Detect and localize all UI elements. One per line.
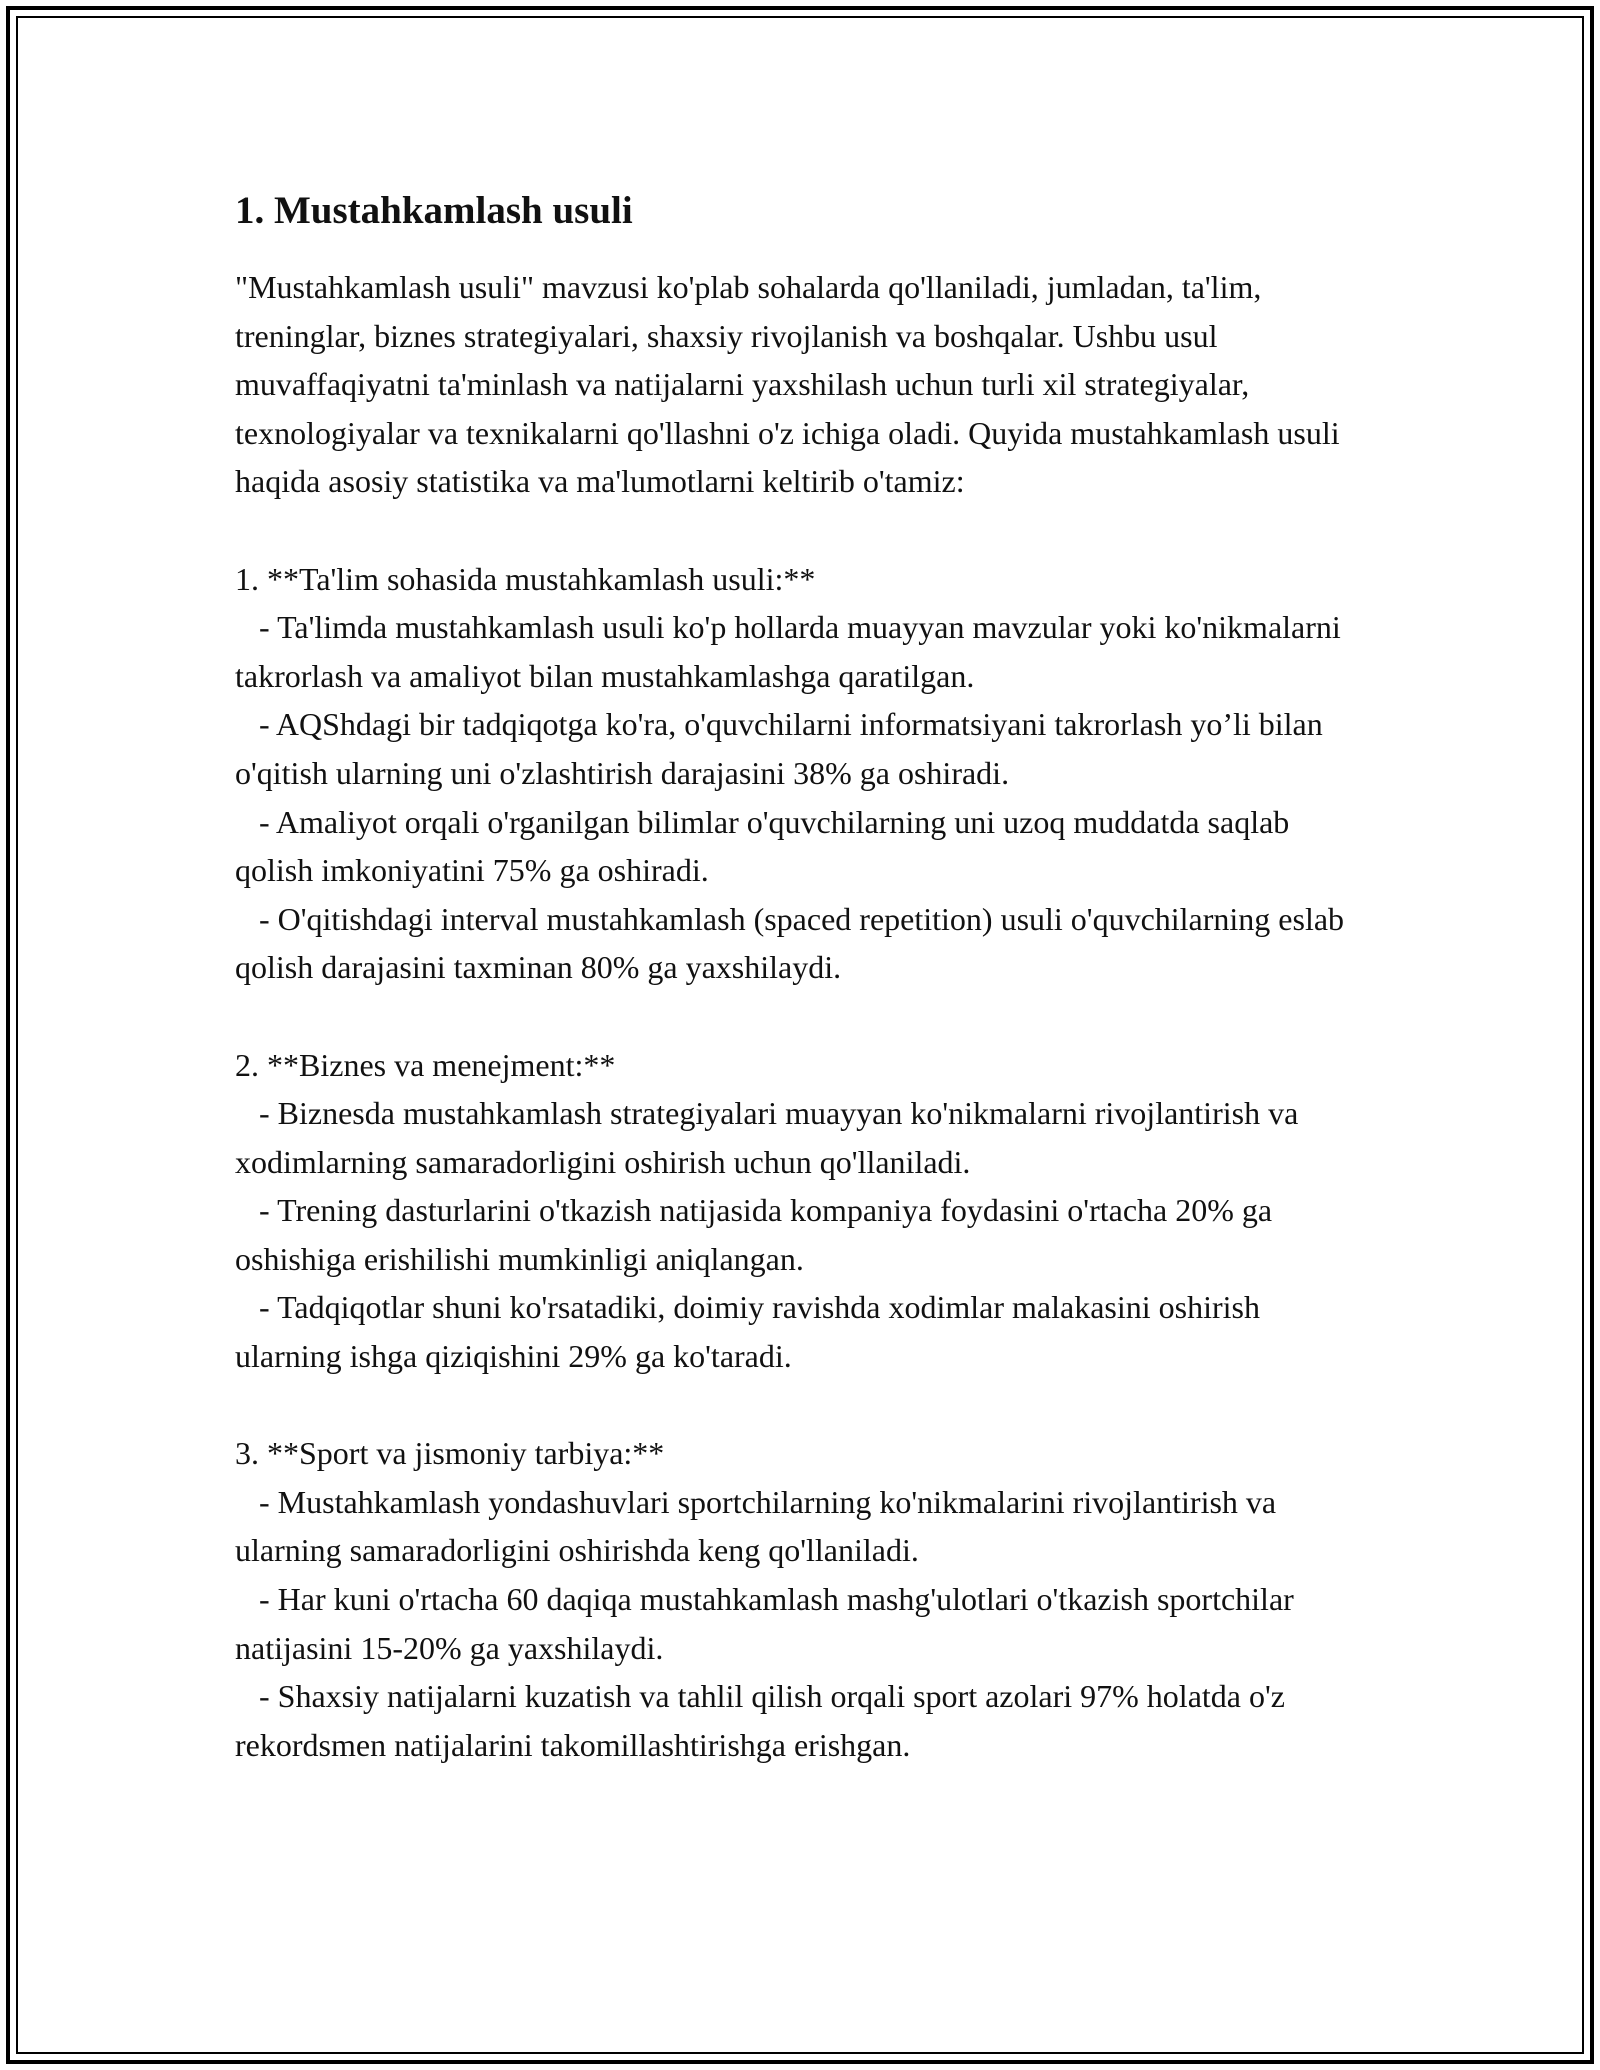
list-item: - Ta'limda mustahkamlash usuli ko'p hollarda muayyan mavzular yoki ko'nikmalarni takrorlash va amaliyot bilan mustahkamlashga qaratilgan. <box>235 609 1349 694</box>
document-body <box>235 185 1365 1769</box>
list-item: - Tadqiqotlar shuni ko'rsatadiki, doimiy ravishda xodimlar malakasini oshirish ularning ishga qiziqishini 29% ga ko'taradi. <box>235 1289 1268 1375</box>
paragraph-gap <box>235 1381 1365 1430</box>
paragraph-gap <box>235 506 1365 555</box>
section-education <box>235 555 1365 992</box>
section-business <box>235 1041 1365 1381</box>
intro-paragraph: "Mustahkamlash usuli" mavzusi ko'plab sohalarda qo'llaniladi, jumladan, ta'lim, treninglar, biznes strategiyalari, shaxsiy rivojlanish va boshqalar. Ushbu usul muvaffaqiyatni ta'minlash va natijalarni yaxshilash uchun turli xil strategiyalar, texnologiyalar va texnikalarni qo'llashni o'z ichiga oladi. Quyida mustahkamlash usuli haqida asosiy statistika va ma'lumotlarni keltirib o'tamiz: <box>235 269 1348 500</box>
list-item: - Amaliyot orqali o'rganilgan bilimlar o'quvchilarning uni uzoq muddatda saqlab qolish imkoniyatini 75% ga oshiradi. <box>235 803 1298 889</box>
list-item: - Trening dasturlarini o'tkazish natijasida kompaniya foydasini o'rtacha 20% ga oshishiga erishilishi mumkinligi aniqlangan. <box>235 1192 1281 1277</box>
list-item: - O'qitishdagi interval mustahkamlash (spaced repetition) usuli o'quvchilarning eslab qolish darajasini taxminan 80% ga yaxshilaydi. <box>235 900 1353 986</box>
list-item: - Mustahkamlash yondashuvlari sportchilarning ko'nikmalarini rivojlantirish va ularning samaradorligini oshirishda keng qo'llaniladi. <box>235 1483 1285 1569</box>
section-heading: 1. **Ta'lim sohasida mustahkamlash usuli:** <box>235 560 816 597</box>
list-item: - Biznesda mustahkamlash strategiyalari muayyan ko'nikmalarni rivojlantirish va xodimlarning samaradorligini oshirish uchun qo'llaniladi. <box>235 1095 1307 1180</box>
section-heading: 3. **Sport va jismoniy tarbiya:** <box>235 1435 665 1472</box>
document-title: 1. Mustahkamlash usuli <box>235 189 633 232</box>
list-item: - Shaxsiy natijalarni kuzatish va tahlil qilish orqali sport azolari 97% holatda o'z rekordsmen natijalarini takomillashtirishga erishgan. <box>235 1678 1293 1763</box>
paragraph-gap <box>235 992 1365 1041</box>
list-item: - AQShdagi bir tadqiqotga ko'ra, o'quvchilarni informatsiyani takrorlash yo’li bilan o'qitish ularning uni o'zlashtirish darajasini 38% ga oshiradi. <box>235 706 1331 791</box>
section-sport <box>235 1429 1365 1769</box>
section-heading: 2. **Biznes va menejment:** <box>235 1046 616 1083</box>
list-item: - Har kuni o'rtacha 60 daqiqa mustahkamlash mashg'ulotlari o'tkazish sportchilar natijasini 15-20% ga yaxshilaydi. <box>235 1581 1302 1666</box>
